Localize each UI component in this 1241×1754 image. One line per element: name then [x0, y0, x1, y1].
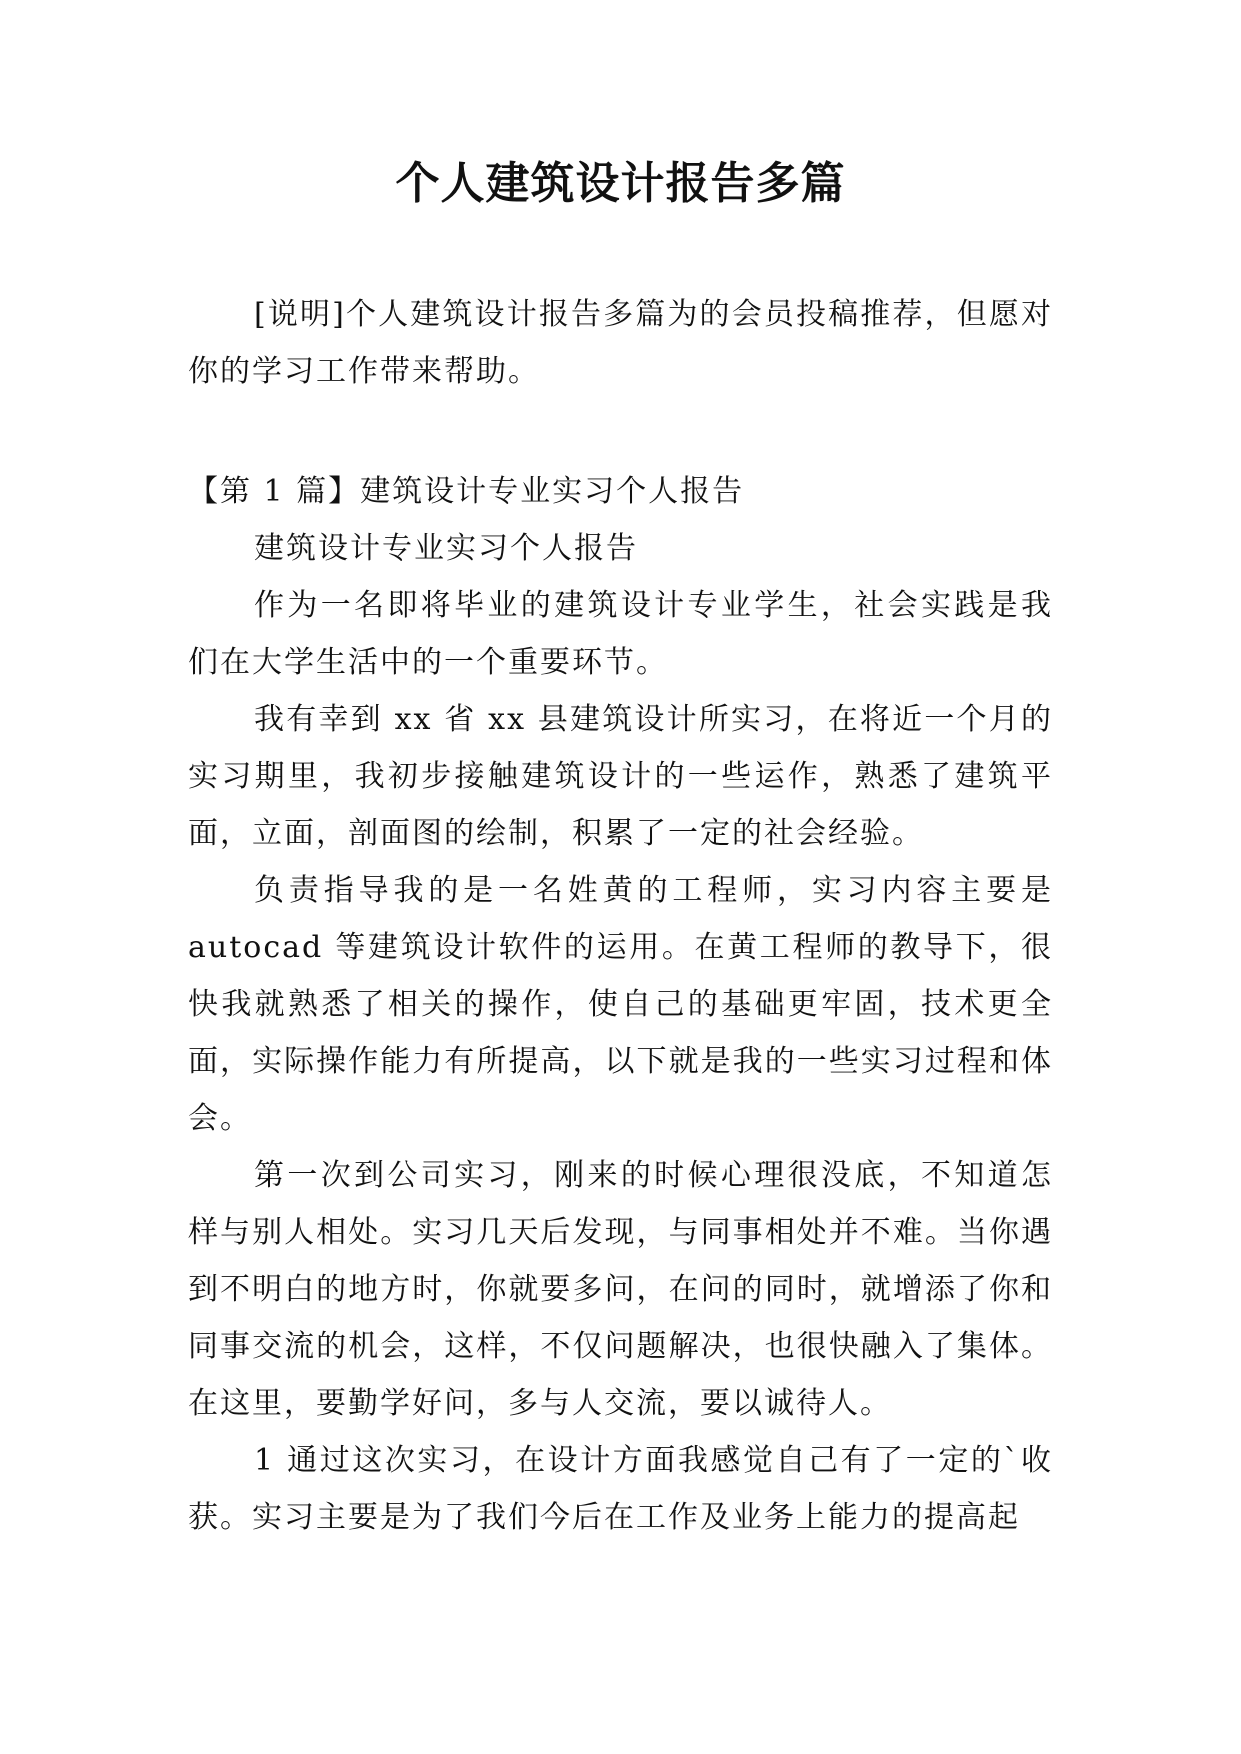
article-paragraph: 建筑设计专业实习个人报告 [254, 531, 638, 566]
document-title: 个人建筑设计报告多篇 [395, 158, 846, 209]
article-section [188, 463, 1053, 1546]
article-paragraph: 我有幸到 xx 省 xx 县建筑设计所实习，在将近一个月的实习期里，我初步接触建筑设计的一些运作，熟悉了建筑平面，立面，剖面图的绘制，积累了一定的社会经验。 [188, 702, 1053, 851]
article-paragraph: 第一次到公司实习，刚来的时候心理很没底，不知道怎样与别人相处。实习几天后发现，与同事相处并不难。当你遇到不明白的地方时，你就要多问，在问的同时，就增添了你和同事交流的机会，这样，不仅问题解决，也很快融入了集体。在这里，要勤学好问，多与人交流，要以诚待人。 [188, 1158, 1053, 1421]
intro-paragraph: [说明]个人建筑设计报告多篇为的会员投稿推荐，但愿对你的学习工作带来帮助。 [188, 297, 1053, 389]
article-paragraph: 作为一名即将毕业的建筑设计专业学生，社会实践是我们在大学生活中的一个重要环节。 [188, 588, 1053, 680]
article-paragraph: 负责指导我的是一名姓黄的工程师，实习内容主要是 autocad 等建筑设计软件的运用。在黄工程师的教导下，很快我就熟悉了相关的操作，使自己的基础更牢固，技术更全面，实际操作能力有所提高，以下就是我的一些实习过程和体会。 [188, 873, 1053, 1136]
article-paragraph: 1 通过这次实习，在设计方面我感觉自己有了一定的`收获。实习主要是为了我们今后在工作及业务上能力的提高起 [188, 1443, 1053, 1535]
section-heading: 【第 1 篇】建筑设计专业实习个人报告 [188, 474, 745, 509]
